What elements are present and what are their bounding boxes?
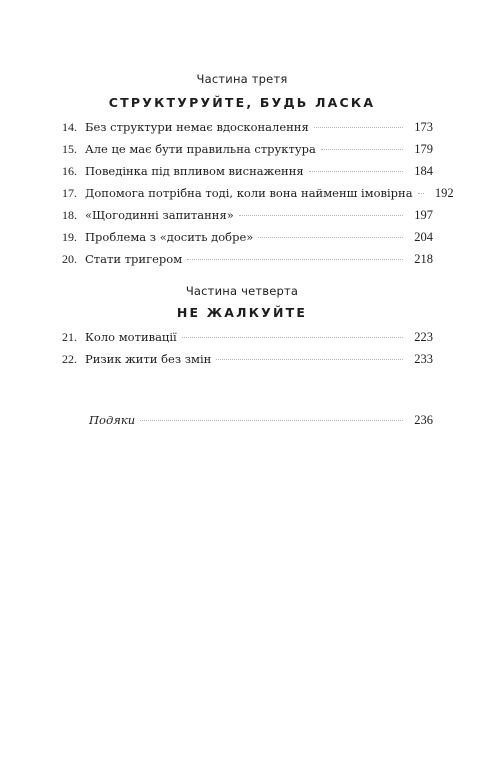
toc-entry-19[interactable]	[62, 230, 433, 252]
toc-entry-17[interactable]	[62, 186, 454, 208]
page-number: 173	[414, 120, 433, 134]
toc-entry-22[interactable]	[62, 352, 433, 374]
chapter-title: «Щогодинні запитання»	[85, 208, 234, 222]
page-number: 236	[414, 413, 433, 427]
page-number: 218	[414, 252, 433, 266]
dot-leader	[309, 171, 403, 172]
dot-leader	[187, 259, 403, 260]
dot-leader	[258, 237, 403, 238]
toc-entry-21[interactable]	[62, 330, 433, 352]
part-four-contents	[62, 330, 433, 374]
chapter-number: 14.	[62, 120, 77, 134]
chapter-title: Поведінка під впливом виснаження	[85, 164, 304, 178]
page-number: 179	[414, 142, 433, 156]
toc-entry-14[interactable]	[62, 120, 433, 142]
chapter-number: 19.	[62, 230, 77, 244]
acknowledgements-title: Подяки	[89, 413, 136, 427]
chapter-title: Стати тригером	[85, 252, 183, 266]
part-three-contents	[62, 120, 454, 274]
chapter-number: 15.	[62, 142, 77, 156]
chapter-number: 17.	[62, 186, 77, 200]
dot-leader	[418, 193, 424, 194]
chapter-title: Без структури немає вдосконалення	[85, 120, 309, 134]
part-four-title: НЕ ЖАЛКУЙТЕ	[176, 305, 308, 320]
chapter-title: Але це має бути правильна структура	[85, 142, 316, 156]
toc-entry-16[interactable]	[62, 164, 433, 186]
toc-entry-20[interactable]	[62, 252, 433, 274]
page-number: 233	[414, 352, 433, 366]
page-number: 223	[414, 330, 433, 344]
part-three-title: СТРУКТУРУЙТЕ, БУДЬ ЛАСКА	[108, 95, 376, 110]
chapter-title: Проблема з «досить добре»	[85, 230, 254, 244]
dot-leader	[314, 127, 403, 128]
part-four-label: Частина четверта	[185, 284, 299, 298]
chapter-title: Ризик жити без змін	[85, 352, 212, 366]
toc-entry-18[interactable]	[62, 208, 433, 230]
chapter-number: 22.	[62, 352, 77, 366]
chapter-number: 21.	[62, 330, 77, 344]
chapter-number: 16.	[62, 164, 77, 178]
dot-leader	[140, 420, 403, 421]
part-three-label: Частина третя	[196, 72, 288, 86]
dot-leader	[182, 337, 403, 338]
dot-leader	[216, 359, 403, 360]
page-number: 184	[414, 164, 433, 178]
dot-leader	[321, 149, 403, 150]
back-matter-contents	[62, 413, 433, 435]
page-number: 204	[414, 230, 433, 244]
dot-leader	[239, 215, 403, 216]
chapter-number: 18.	[62, 208, 77, 222]
toc-entry-15[interactable]	[62, 142, 433, 164]
chapter-title: Допомога потрібна тоді, коли вона найменш імовірна	[85, 186, 413, 200]
toc-entry-acknowledgements[interactable]	[62, 413, 433, 435]
chapter-number: 20.	[62, 252, 77, 266]
page-number: 197	[414, 208, 433, 222]
chapter-title: Коло мотивації	[85, 330, 177, 344]
page-number: 192	[434, 186, 454, 200]
